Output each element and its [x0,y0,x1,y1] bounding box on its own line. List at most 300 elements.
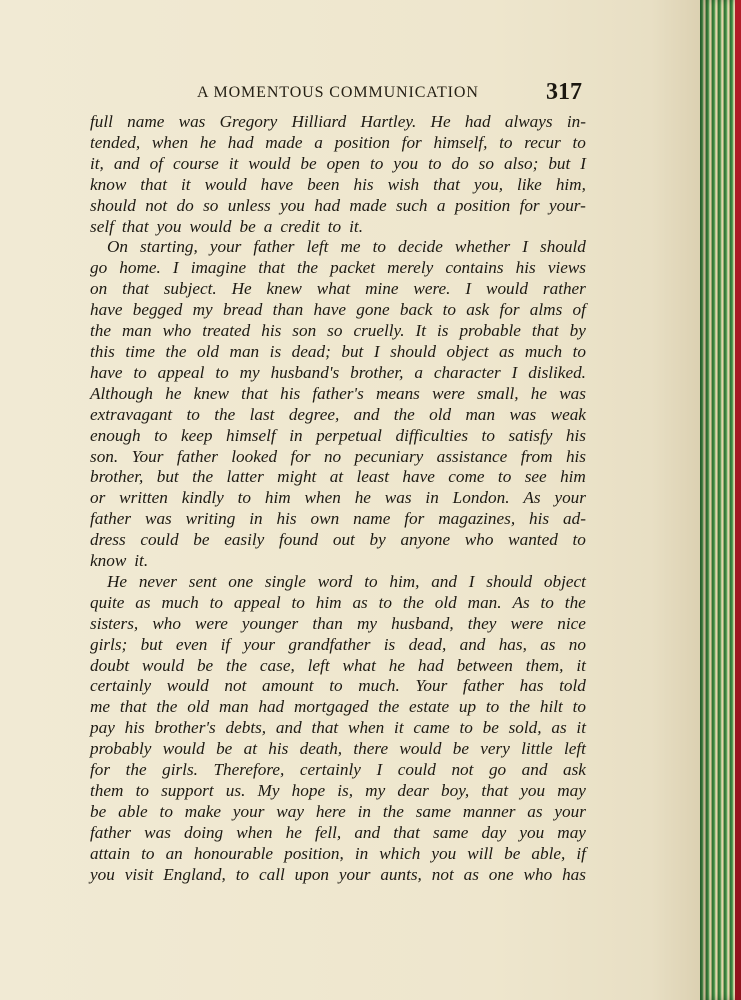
word: old [187,697,210,717]
word: weak [550,404,586,424]
word: was [178,112,206,131]
word: to [291,592,305,612]
word: his [280,383,301,403]
word: in [425,488,439,508]
word: even [175,634,208,654]
word: hope [291,781,326,800]
word: the [564,592,586,612]
word: there [353,739,389,759]
word: to [159,801,173,821]
word: open [326,153,360,173]
word: what [342,655,376,675]
word: to [369,153,384,173]
word: his [268,739,289,759]
word: him [560,467,586,487]
word: the [125,760,147,780]
word: as [551,718,567,738]
word: for [499,300,520,320]
word: contains [445,258,504,278]
word: packet [330,258,375,278]
word: has [519,676,544,696]
word: manner [462,801,516,821]
word: and [459,634,486,654]
word: and [275,718,302,738]
word: but [140,634,163,654]
word: he [530,383,547,403]
word: the [378,697,400,717]
word: certainly [299,760,361,780]
word: here [315,801,346,821]
word: degree, [288,404,340,424]
word: old [429,404,452,424]
word: you [431,843,457,863]
word: position [454,195,511,215]
word: not [431,864,454,884]
word: son. [90,446,119,466]
word: made [265,132,303,152]
word: Although [90,383,154,403]
word: see [524,467,547,487]
word: is [383,634,396,654]
word: written [119,488,168,508]
word: girls; [90,634,128,654]
word: know [90,174,127,194]
word: little [521,739,553,759]
word: kindly [181,488,224,508]
word: to [141,843,155,863]
word: views [547,258,586,278]
word: would [399,739,442,759]
word: it [181,174,191,194]
word: amount [262,676,314,696]
word: perpetual [316,425,382,445]
word: your [554,801,586,821]
word: mine [365,279,399,299]
word: your [338,864,371,884]
text-line [90,196,586,217]
word: wanted [508,530,558,550]
word: Hartley. [360,112,417,131]
word: boy, [441,781,470,800]
text-line [90,342,586,363]
word: and [521,760,548,780]
word: the [226,655,248,675]
word: you [393,153,419,173]
text-line [90,426,586,447]
word: ask [562,760,586,780]
word: credit [280,216,320,236]
word: who [523,864,553,884]
word: to [329,676,343,696]
word: would [162,739,205,759]
word: Gregory [219,112,278,131]
word: his [529,509,550,529]
word: at [243,739,257,759]
word: old [197,341,219,361]
word: estate [409,697,450,717]
text-line [90,154,586,175]
word: of [149,153,163,173]
word: himself [226,425,276,445]
word: will [467,843,494,863]
word: to [572,697,586,717]
text-line [90,112,586,133]
word: wish [387,174,420,194]
word: the [382,801,404,821]
word: of [572,300,586,320]
page-edge-accent [735,0,741,1000]
word: was [384,488,412,508]
page-number: 317 [546,79,582,105]
word: the [192,467,214,487]
word: probable [459,321,521,341]
word: be [196,655,214,675]
word: go [90,258,108,278]
word: tended, [90,132,141,152]
word: his [515,258,536,278]
word: that [258,258,285,278]
word: hilt [539,697,563,717]
word: father's [312,383,364,403]
word: that [119,697,147,717]
word: ask [466,300,490,320]
word: out [332,530,355,550]
word: or [90,488,106,508]
word: me [340,237,361,257]
word: between [456,655,513,675]
word: appeal [233,592,281,612]
word: when [304,488,341,508]
word: made [349,195,387,215]
word: recur [524,132,561,152]
word: As [512,592,530,612]
word: was [509,404,537,424]
word: had [417,655,444,675]
word: him, [389,571,420,591]
word: mortgaged [293,697,369,717]
word: object [446,341,489,361]
word: and [431,571,457,591]
word: he [165,383,182,403]
word: has [562,864,586,884]
word: and [353,404,380,424]
word: not [451,760,474,780]
text-line [90,802,586,823]
text-line [90,363,586,384]
word: own [310,509,340,529]
text-line [90,217,586,238]
word: it [576,655,586,675]
word: to [327,216,342,236]
word: the [156,697,178,717]
word: much [161,592,199,612]
word: by [369,530,386,550]
word: but [548,153,571,173]
word: this [90,341,115,361]
word: decide [397,237,443,257]
word: upon [294,864,330,884]
word: that [311,718,339,738]
word: to [499,132,513,152]
word: one [488,864,514,884]
word: you [156,216,182,236]
word: it [576,718,586,738]
word: dead, [408,634,447,654]
word: very [480,739,510,759]
word: grandfather [288,634,371,654]
word: for [404,509,425,529]
word: back [399,300,433,320]
word: father [176,446,218,466]
word: name [353,509,391,529]
word: England, [163,864,226,884]
word: them [90,781,124,800]
word: visit [124,864,154,884]
word: dear [397,781,429,800]
word: what [316,279,351,299]
word: left [307,655,330,675]
word: last [249,404,275,424]
word: in [357,801,371,821]
word: gone [356,300,390,320]
word: his [353,174,374,194]
word: to [481,425,495,445]
word: course [172,153,219,173]
word: come [448,467,485,487]
word: full [90,112,113,131]
word: had [227,132,254,152]
text-line [90,175,586,196]
word: Hilliard [291,112,347,131]
word: that [433,174,460,194]
word: has, [498,634,527,654]
word: word [317,571,353,591]
word: is, [337,781,353,800]
text-line [90,530,586,551]
word: and [354,822,381,842]
word: in [289,425,303,445]
word: when [347,718,385,738]
word: be [216,739,233,759]
word: to [186,404,200,424]
word: have [313,300,346,320]
word: probably [90,739,152,759]
word: have [260,174,294,194]
word: for [401,132,422,152]
word: he [354,488,371,508]
word: be [504,843,521,863]
text-line [90,405,586,426]
word: home. [119,258,161,278]
text-line [90,447,586,468]
word: up [458,697,477,717]
word: I [511,362,518,382]
word: man [121,321,152,341]
word: if [220,634,231,654]
word: as [463,864,479,884]
word: father [462,676,504,696]
word: which [379,843,421,863]
word: my [365,781,386,800]
word: He [107,571,128,591]
word: sisters, [90,613,139,633]
word: rather [542,279,586,299]
word: who [162,321,192,341]
word: position [334,132,390,152]
word: appeal [157,362,205,382]
word: as [540,634,556,654]
word: had [258,697,285,717]
word: Therefore, [213,760,285,780]
word: you [520,781,546,800]
word: the [297,258,319,278]
word: be [90,801,107,821]
word: always [504,112,553,131]
word: honourable [193,843,274,863]
word: they [467,613,497,633]
word: the [393,404,415,424]
word: attain [90,843,131,863]
word: the [509,697,531,717]
word: me [90,697,111,717]
word: London. [452,488,510,508]
word: I [373,341,380,361]
word: magazines, [438,509,516,529]
word: told [559,676,586,696]
word: be [300,153,317,173]
text-line [90,384,586,405]
word: to [378,592,393,612]
word: father [253,237,295,257]
word: As [523,488,541,508]
word: enough [90,425,141,445]
word: to [364,571,378,591]
word: old [434,592,457,612]
word: is [437,321,449,341]
text-line [90,551,586,572]
word: but [156,467,179,487]
word: to [540,592,554,612]
word: your [554,488,586,508]
word: to [442,300,456,320]
word: means [375,383,420,403]
word: I [376,760,383,780]
word: but [341,341,364,361]
word: starting, [140,237,198,257]
text-line [90,865,586,886]
word: at [329,467,344,487]
word: younger [241,613,299,633]
word: easily [224,530,265,550]
word: would [166,676,209,696]
word: unless [227,195,271,215]
word: for [519,195,540,215]
word: same [433,822,469,842]
word: it, [90,153,104,173]
text-line [90,823,586,844]
text-line [90,676,586,697]
word: your [232,801,265,821]
word: who [152,613,181,633]
word: be [482,718,499,738]
word: single [264,571,306,591]
word: knew [266,279,302,299]
word: to [215,362,229,382]
word: was [144,509,172,529]
word: it. [349,216,363,236]
word: husband, [391,613,454,633]
word: who [464,530,494,550]
text-line [90,488,586,509]
word: us. [225,781,246,800]
word: could [397,760,436,780]
word: his [276,509,297,529]
word: character [433,362,501,382]
word: looked [231,446,278,466]
word: left [563,739,586,759]
word: his [565,446,586,466]
word: should [486,571,533,591]
word: to [572,132,586,152]
word: by [569,321,586,341]
word: as [527,801,543,821]
word: your- [548,195,586,215]
word: object [543,571,586,591]
word: man [465,404,496,424]
word: extravagant [90,404,173,424]
word: sold, [508,718,542,738]
word: fell, [314,822,342,842]
word: a [414,362,423,382]
word: not [145,195,168,215]
running-head: A MOMENTOUS COMMUNICATION [197,84,479,101]
word: satisfy [508,425,553,445]
word: was [559,383,586,403]
word: merely [387,258,434,278]
text-line [90,258,586,279]
word: would [485,279,529,299]
word: you [90,864,115,884]
word: as [135,592,151,612]
word: do [176,195,194,215]
word: so [478,153,494,173]
word: nice [557,613,586,633]
word: disliked. [528,362,586,382]
word: husband's [270,362,340,382]
text-line [90,467,586,488]
word: to [485,697,500,717]
text-line [90,656,586,677]
word: an [165,843,183,863]
word: it [228,153,239,173]
word: much [524,341,563,361]
word: be [193,530,210,550]
word: his [261,321,282,341]
word: were [432,383,465,403]
word: it. [134,551,149,571]
word: dress [90,530,126,550]
word: pay [90,718,115,738]
word: a [314,132,323,152]
text-line [90,635,586,656]
word: the [402,592,424,612]
word: never [138,571,177,591]
word: father [90,822,132,842]
word: not [224,676,247,696]
word: writing [185,509,236,529]
word: my [239,362,260,382]
word: alms [529,300,563,320]
